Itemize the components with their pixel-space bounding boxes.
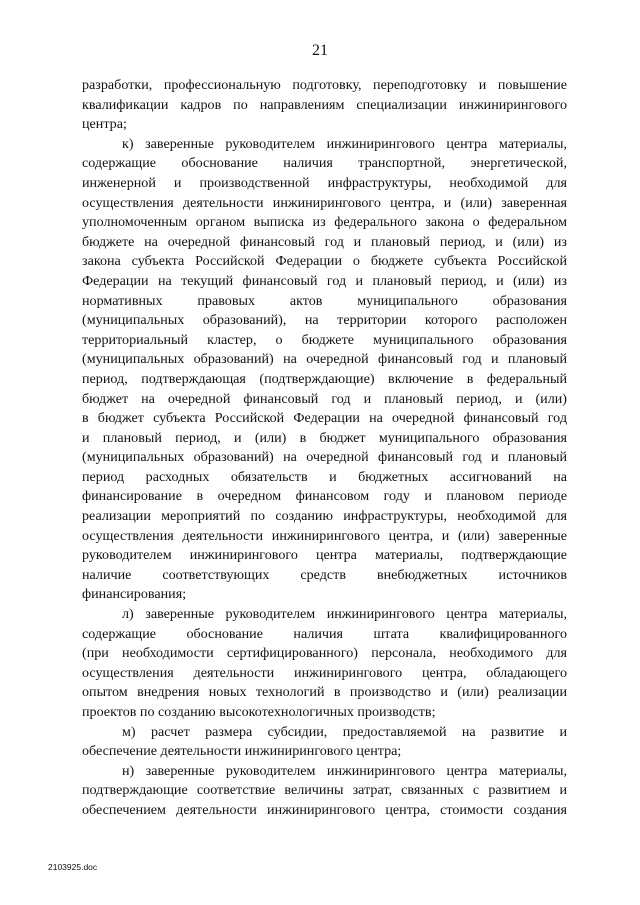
text-line: Федерации на текущий финансовый год и плановый период, и (или) из (82, 272, 567, 289)
text-line: осуществления деятельности инжинирингового центра, и (или) заверенная (82, 194, 567, 211)
text-line: обеспечение деятельности инжинирингового центра; (82, 743, 402, 760)
text-line: опытом внедрения новых технологий в производство и (или) реализации (82, 684, 567, 701)
text-line: содержащие обоснование наличия штата квалифицированного (82, 625, 567, 642)
footer-filename: 2103925.doc (48, 862, 98, 872)
text-line: наличие соответствующих средств внебюджетных источников (82, 566, 567, 583)
text-line: м) расчет размера субсидии, предоставляемой на развитие и (122, 723, 567, 740)
text-line: реализации мероприятий по созданию инфраструктуры, необходимой для (82, 508, 567, 525)
text-line: финансирование в очередном финансовом году и плановом периоде (82, 488, 567, 505)
text-line: (муниципальных образований) на очередной финансовый год и плановый (82, 351, 567, 368)
document-body (82, 76, 567, 821)
text-line: проектов по созданию высокотехнологичных производств; (82, 704, 436, 720)
text-line: н) заверенные руководителем инжинирингового центра материалы, (122, 762, 567, 779)
text-line: инженерной и производственной инфраструктуры, необходимой для (82, 174, 567, 191)
text-line: руководителем инжинирингового центра материалы, подтверждающие (82, 547, 567, 564)
text-line: разработки, профессиональную подготовку, переподготовку и повышение (82, 77, 567, 93)
text-line: финансирования; (82, 586, 187, 603)
text-line: закона субъекта Российской Федерации о бюджете субъекта Российской (82, 253, 567, 270)
text-line: центра; (82, 116, 127, 133)
text-line: (при необходимости сертифицированного) персонала, необходимого для (82, 645, 567, 662)
text-line: уполномоченным органом выписка из федерального закона о федеральном (82, 214, 567, 231)
text-line: осуществления деятельности инжинирингового центра, и (или) заверенные (82, 527, 567, 544)
text-line: период, подтверждающая (подтверждающие) включение в федеральный (82, 370, 567, 387)
text-line: бюджет на очередной финансовый год и плановый период, и (или) (82, 390, 567, 407)
text-line: к) заверенные руководителем инжинирингового центра материалы, (122, 135, 567, 152)
text-line: содержащие обоснование наличия транспортной, энергетической, (82, 155, 567, 172)
text-line: (муниципальных образований), на территории которого расположен (82, 312, 567, 329)
text-line: территориальный кластер, о бюджете муниципального образования (82, 331, 567, 348)
text-line: в бюджет субъекта Российской Федерации на очередной финансовый год (82, 410, 567, 427)
text-line: бюджете на очередной финансовый год и плановый период, и (или) из (82, 233, 567, 250)
text-line: л) заверенные руководителем инжинирингового центра материалы, (122, 606, 567, 623)
text-line: обеспечением деятельности инжинирингового центра, стоимости создания (82, 801, 567, 818)
text-line: нормативных правовых актов муниципального образования (82, 292, 567, 309)
text-line: и плановый период, и (или) в бюджет муниципального образования (82, 429, 567, 446)
text-line: подтверждающие соответствие величины затрат, связанных с развитием и (82, 782, 567, 799)
text-line: осуществления деятельности инжинирингового центра, обладающего (82, 664, 567, 681)
text-line: период расходных обязательств и бюджетных ассигнований на (82, 468, 567, 485)
page-number: 21 (312, 42, 328, 59)
text-line: (муниципальных образований) на очередной финансовый год и плановый (82, 449, 567, 466)
text-line: квалификации кадров по направлениям специализации инжинирингового (82, 96, 567, 113)
